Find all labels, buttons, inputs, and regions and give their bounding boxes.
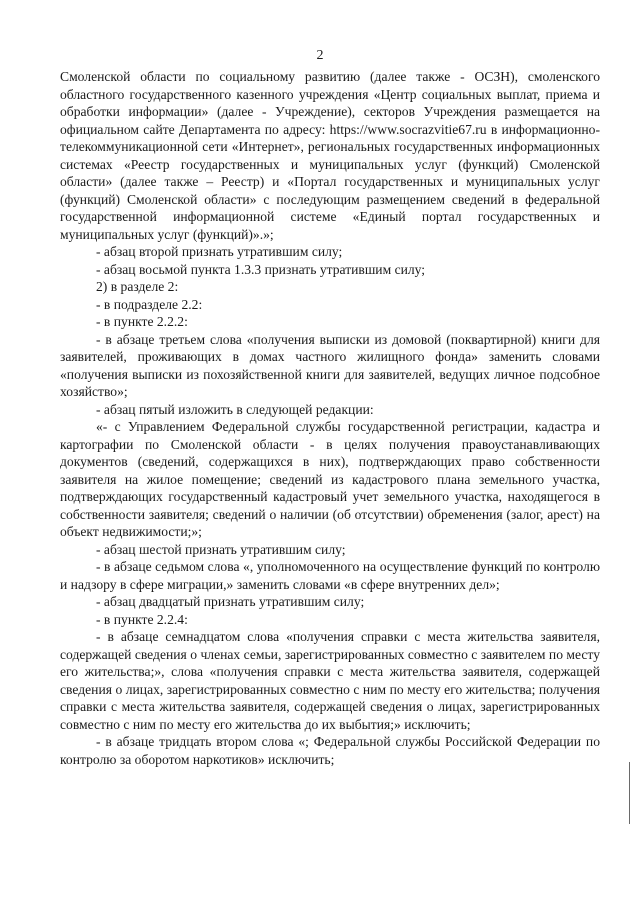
- paragraph-subsection-heading: - в подразделе 2.2:: [96, 296, 203, 312]
- document-body: [60, 68, 600, 768]
- paragraph-item: - абзац шестой признать утратившим силу;: [96, 541, 346, 557]
- paragraph-item: - абзац двадцатый признать утратившим силу;: [96, 594, 365, 609]
- paragraph-item: - абзац второй признать утратившим силу;: [96, 244, 343, 259]
- paragraph-section-heading: 2) в разделе 2:: [96, 279, 179, 294]
- paragraph-intro-continuation: Смоленской области по социальному развитию (далее также - ОСЗН), смоленского областного государственного казенного учреждения «Центр социальных выплат, приема и обработки информации» (далее - Учреждение), секторов Учреждения размещается на официальном сайте Департамента по адресу: https://www.socrazvitie67.ru в информационно-телекоммуникационной сети «Интернет», региональных государственных информационных системах «Реестр государственных и муниципальных услуг (функций) Смоленской области» (далее также – Реестр) и «Портал государственных и муниципальных услуг (функций) Смоленской области» с последующим размещением сведений в федеральной государственной информационной системе «Единый портал государственных и муниципальных услуг (функций)».»;: [60, 69, 600, 242]
- paragraph-item: - абзац восьмой пункта 1.3.3 признать утратившим силу;: [96, 261, 426, 277]
- paragraph-item: - в абзаце третьем слова «получения выписки из домовой (поквартирной) книги для заявителей, проживающих в домах частного жилищного фонда» заменить словами «получения выписки из похозяйственной книги для заявителей, ведущих личное подсобное хозяйство»;: [60, 331, 600, 399]
- paragraph-item: - в абзаце семнадцатом слова «получения справки с места жительства заявителя, содержащей сведения о членах семьи, зарегистрированных совместно с заявителем по месту его жительства;», слова «получения справки с места жительства заявителя, содержащей сведения о лицах, зарегистрированных совместно с ним по месту его жительства; получения справки с места жительства заявителя, содержащей сведения о лицах, зарегистрированных совместно с ним по месту его жительства до их выбытия;» исключить;: [60, 629, 600, 732]
- scan-margin-mark: [629, 762, 630, 824]
- paragraph-item: - абзац пятый изложить в следующей редакции:: [96, 401, 374, 417]
- paragraph-item: - в абзаце тридцать втором слова «; Федеральной службы Российской Федерации по контролю за оборотом наркотиков» исключить;: [60, 734, 600, 767]
- paragraph-quoted-wording: «- с Управлением Федеральной службы государственной регистрации, кадастра и картографии по Смоленской области - в целях получения правоустанавливающих документов (сведений, содержащихся в них), подтверждающих право собственности заявителя на жилое помещение; сведений из кадастрового плана земельного участка, подтверждающих государственный кадастровый учет земельного участка, находящегося в собственности заявителя; сведений о наличии (об отсутствии) обременения (залог, арест) на объект недвижимости;»;: [60, 419, 600, 539]
- paragraph-item: - в абзаце седьмом слова «, уполномоченного на осуществление функций по контролю и надзору в сфере миграции,» заменить словами «в сфере внутренних дел»;: [60, 559, 600, 592]
- paragraph-clause-heading: - в пункте 2.2.2:: [96, 314, 188, 329]
- page-number: 2: [316, 48, 324, 63]
- paragraph-clause-heading: - в пункте 2.2.4:: [96, 611, 188, 627]
